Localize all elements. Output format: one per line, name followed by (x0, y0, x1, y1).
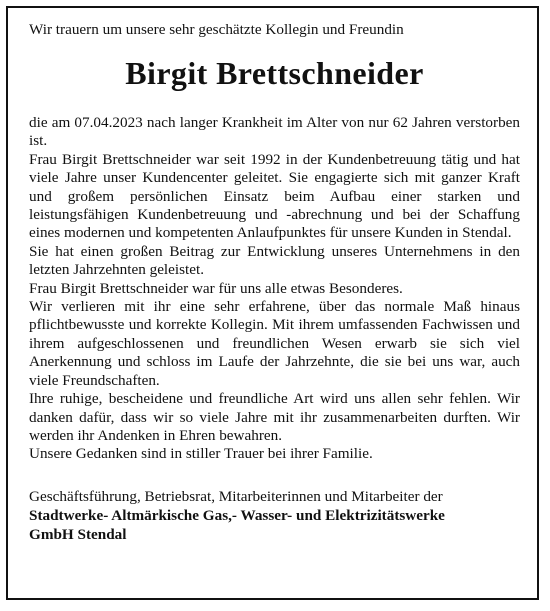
paragraph: Wir verlieren mit ihr eine sehr erfahrene, über das normale Maß hinaus pflichtbewusste und korrekte Kollegin. Mit ihrem umfassenden Fachwissen und ihrem aufgeschlossenen und freundlichen Wesen erwarb sie sich viel Anerkennung und schloss im Laufe der Jahrzehnte, die sie bei uns war, auch viele Freundschaften. (29, 298, 520, 389)
paragraph: Frau Birgit Brettschneider war seit 1992 in der Kundenbetreuung tätig und hat viele Jahre unser Kundencenter geleitet. Sie engagierte sich mit ganzer Kraft und großem persönlichen Einsatz beim Aufbau einer starken und leistungsfähigen Kundenbetreuung und -abrechnung und bei der Schaffung eines modernen und kompetenten Anlaufpunktes für unsere Kunden in Stendal. (29, 150, 520, 242)
obituary-frame (6, 6, 539, 600)
obituary-body (29, 114, 520, 464)
paragraph: Ihre ruhige, bescheidene und freundliche Art wird uns allen sehr fehlen. Wir danken dafür, dass wir so viele Jahre mit ihr zusammenarbeiten durften. Wir werden ihr Andenken in Ehren bewahren. (29, 390, 520, 444)
signature-block (29, 487, 520, 544)
company-name-line-2: GmbH Stendal (29, 525, 127, 543)
company-name-line-1: Stadtwerke- Altmärkische Gas,- Wasser- und Elektrizitätswerke (29, 506, 445, 524)
deceased-name: Birgit Brettschneider (125, 55, 424, 91)
paragraph: Unsere Gedanken sind in stiller Trauer bei ihrer Familie. (29, 445, 373, 463)
paragraph: Frau Birgit Brettschneider war für uns alle etwas Besonderes. (29, 279, 403, 297)
paragraph: die am 07.04.2023 nach langer Krankheit im Alter von nur 62 Jahren verstorben ist. (29, 114, 520, 150)
intro-line: Wir trauern um unsere sehr geschätzte Kollegin und Freundin (29, 21, 404, 38)
obituary-content (29, 20, 520, 544)
paragraph: Sie hat einen großen Beitrag zur Entwicklung unseres Unternehmens in den letzten Jahrzehnten geleistet. (29, 242, 520, 279)
signatories-line: Geschäftsführung, Betriebsrat, Mitarbeiterinnen und Mitarbeiter der (29, 487, 443, 505)
